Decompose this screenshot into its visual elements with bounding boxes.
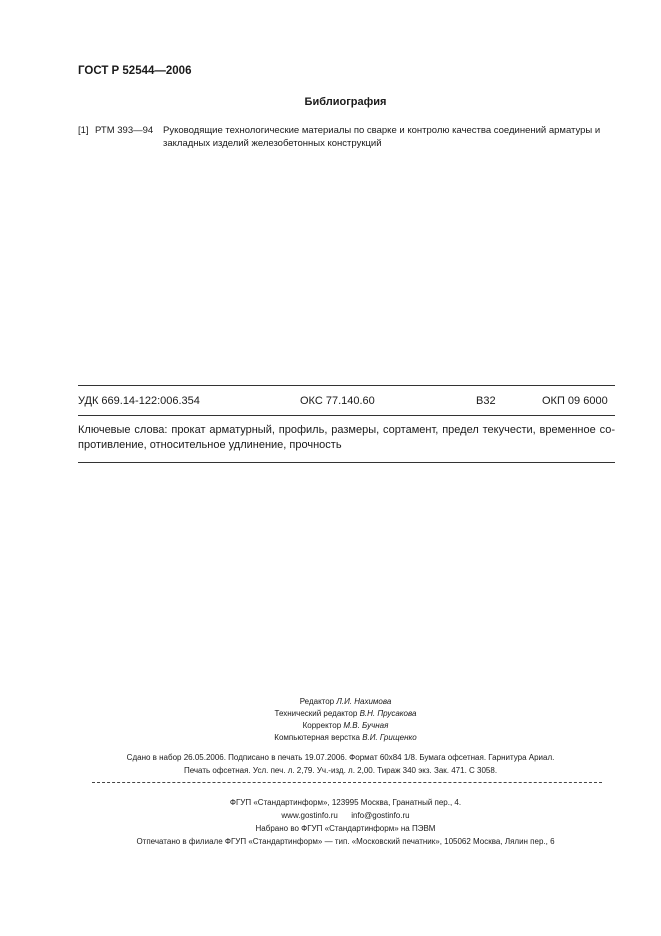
publisher-address: ФГУП «Стандартинформ», 123995 Москва, Гранатный пер., 4. (229, 798, 462, 807)
udk-code: УДК 669.14-122:006.354 (78, 395, 200, 407)
print-info-line-2: Печать офсетная. Усл. печ. л. 2,79. Уч.-изд. л. 2,00. Тираж 340 экз. Зак. 471. С 3058. (183, 766, 498, 775)
bottom-divider (78, 462, 615, 463)
publisher-email: info@gostinfo.ru (351, 811, 410, 820)
layout-line (30, 732, 661, 744)
credits-block (0, 696, 661, 744)
editor-name: Л.И. Нахимова (336, 697, 392, 706)
tech-editor-line (30, 708, 661, 720)
oks-code: ОКС 77.140.60 (300, 395, 375, 407)
dashed-divider (92, 782, 602, 783)
keywords (78, 423, 618, 453)
publisher-contacts (30, 809, 661, 822)
publisher-printed: Отпечатано в филиале ФГУП «Стандартинформ» — тип. «Московский печатник», 105062 Москва, Лялин пер., 6 (136, 837, 555, 846)
tech-editor-label: Технический редактор (274, 709, 358, 718)
okp-code: ОКП 09 6000 (542, 395, 608, 407)
document-id: ГОСТ Р 52544—2006 (78, 65, 192, 77)
reference-number: [1] (78, 125, 89, 136)
reference-text: Руководящие технологические материалы по сварке и контролю качества соединений арматуры и закладных изделий железобетонных конструкций (163, 125, 601, 149)
corrector-line (30, 720, 661, 732)
print-info-line-1: Сдано в набор 26.05.2006. Подписано в печать 19.07.2006. Формат 60x84 1/8. Бумага офсетная. Гарнитура Ариал. (126, 753, 555, 762)
editor-label: Редактор (299, 697, 335, 706)
layout-label: Компьютерная верстка (274, 733, 360, 742)
bibliography-title: Библиография (304, 96, 387, 108)
reference-code: РТМ 393—94 (95, 125, 154, 136)
keywords-line-2: противление, относительное удлинение, прочность (78, 439, 342, 451)
layout-name: В.И. Грищенко (362, 733, 417, 742)
top-divider (78, 385, 615, 386)
corrector-label: Корректор (302, 721, 342, 730)
group-code: В32 (476, 395, 496, 407)
publisher-info (0, 796, 661, 848)
publisher-typeset: Набрано во ФГУП «Стандартинформ» на ПЭВМ (255, 824, 436, 833)
print-info (0, 751, 661, 777)
publisher-website: www.gostinfo.ru (281, 811, 338, 820)
editor-line (30, 696, 661, 708)
middle-divider (78, 415, 615, 416)
corrector-name: М.В. Бучная (343, 721, 389, 730)
keywords-line-1: Ключевые слова: прокат арматурный, профиль, размеры, сортамент, предел текучести, временное со- (78, 424, 615, 436)
tech-editor-name: В.Н. Прусакова (359, 709, 417, 718)
